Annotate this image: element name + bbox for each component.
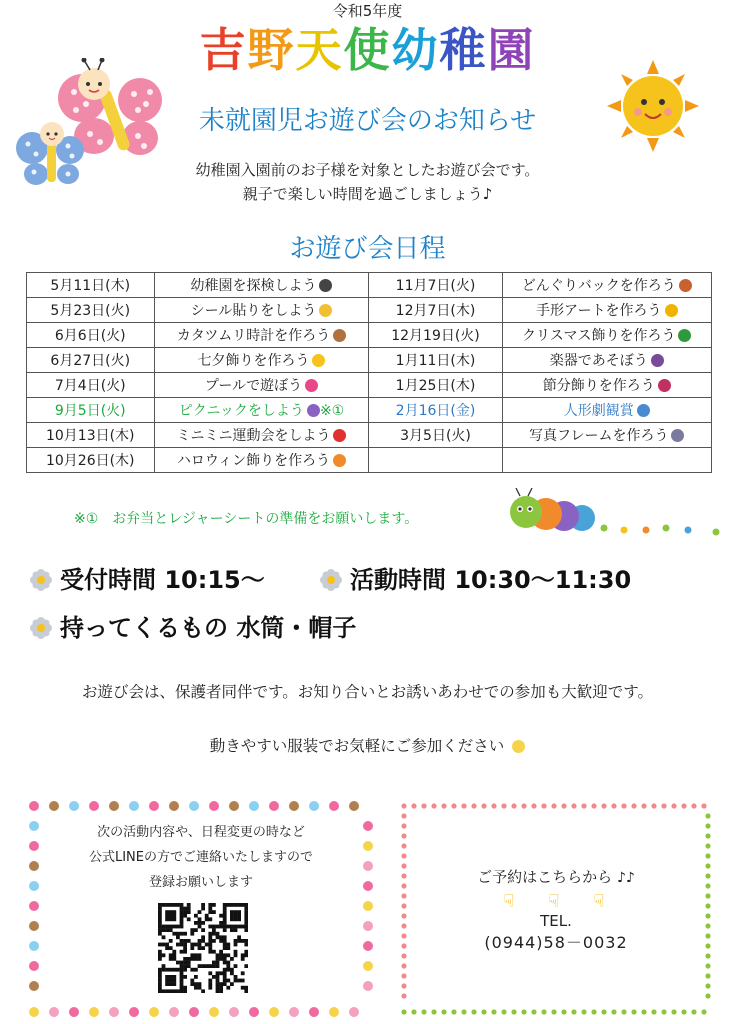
event-subtitle: 未就園児お遊び会のお知らせ xyxy=(198,106,537,136)
border-ornament xyxy=(705,833,710,838)
intro-text xyxy=(0,158,735,206)
border-ornament xyxy=(705,983,710,988)
border-ornament xyxy=(401,973,406,978)
title-char: 園 xyxy=(487,23,536,77)
tree-icon xyxy=(678,329,691,342)
activity-text: シール貼りをしよう xyxy=(190,303,317,319)
schedule-date xyxy=(369,298,502,323)
border-ornament xyxy=(401,953,406,958)
border-ornament xyxy=(621,803,626,808)
border-ornament xyxy=(571,803,576,808)
border-ornament xyxy=(189,801,199,811)
border-ornament xyxy=(705,843,710,848)
border-ornament xyxy=(551,803,556,808)
date-text: 3月5日(火) xyxy=(400,428,471,444)
border-ornament xyxy=(209,801,219,811)
guardian-message: お遊び会は、保護者同伴です。お知り合いとお誘いあわせでの参加も大歓迎です。 xyxy=(81,683,654,701)
line-box-line-3: 登録お願いします xyxy=(148,875,253,890)
border-ornament xyxy=(129,801,139,811)
border-ornament xyxy=(521,1009,526,1014)
border-ornament xyxy=(441,803,446,808)
border-ornament xyxy=(329,801,339,811)
border-ornament xyxy=(491,803,496,808)
border-ornament xyxy=(511,1009,516,1014)
border-ornament xyxy=(401,843,406,848)
schedule-date xyxy=(369,398,502,423)
date-text: 7月4日(火) xyxy=(54,378,126,394)
activity-text: クリスマス飾りを作ろう xyxy=(522,328,676,344)
border-ornament xyxy=(705,953,710,958)
schedule-activity xyxy=(502,348,711,373)
flower-icon xyxy=(30,569,52,591)
contact-box-text xyxy=(396,866,716,953)
schedule-activity xyxy=(154,448,369,473)
border-ornament xyxy=(591,803,596,808)
line-box-line-1: 次の活動内容や、日程変更の時など xyxy=(97,825,305,840)
title-char: 吉 xyxy=(199,23,248,77)
note-icon xyxy=(319,304,332,317)
border-ornament xyxy=(481,1009,486,1014)
activity-time xyxy=(320,560,631,595)
border-ornament xyxy=(531,803,536,808)
border-ornament xyxy=(401,813,406,818)
border-ornament xyxy=(705,963,710,968)
schedule-row xyxy=(27,373,712,398)
border-ornament xyxy=(631,803,636,808)
border-ornament xyxy=(471,1009,476,1014)
piano-icon xyxy=(651,354,664,367)
schedule-activity xyxy=(502,298,711,323)
schedule-date xyxy=(369,423,502,448)
schedule-date xyxy=(369,448,502,473)
title-char: 野 xyxy=(247,23,296,77)
date-text: 6月27日(火) xyxy=(50,353,131,369)
border-ornament xyxy=(411,1009,416,1014)
star-icon xyxy=(312,354,325,367)
schedule-table xyxy=(26,272,712,473)
schedule-activity xyxy=(154,348,369,373)
border-ornament xyxy=(651,803,656,808)
border-ornament xyxy=(401,803,406,808)
border-ornament xyxy=(309,801,319,811)
activity-text: 写真フレームを作ろう xyxy=(529,428,669,444)
border-ornament xyxy=(29,941,39,951)
border-ornament xyxy=(363,961,373,971)
schedule-row xyxy=(27,448,712,473)
border-ornament xyxy=(29,961,39,971)
bear-icon xyxy=(637,404,650,417)
border-ornament xyxy=(471,803,476,808)
activity-text: 手形アートを作ろう xyxy=(535,303,662,319)
border-ornament xyxy=(581,803,586,808)
date-text: 5月11日(木) xyxy=(50,278,131,294)
border-ornament xyxy=(363,981,373,991)
schedule-date xyxy=(27,273,155,298)
date-text: 12月7日(木) xyxy=(395,303,476,319)
schedule-activity xyxy=(502,273,711,298)
border-ornament xyxy=(521,803,526,808)
border-ornament xyxy=(169,801,179,811)
border-ornament xyxy=(229,801,239,811)
border-ornament xyxy=(309,1007,319,1017)
border-ornament xyxy=(49,1007,59,1017)
border-ornament xyxy=(209,1007,219,1017)
tel-number[interactable]: (0944)58－0032 xyxy=(484,933,628,952)
activity-text: どんぐりバックを作ろう xyxy=(521,278,676,294)
things-to-bring xyxy=(30,608,356,643)
border-ornament xyxy=(49,801,59,811)
border-ornament xyxy=(705,973,710,978)
schedule-date xyxy=(369,373,502,398)
activity-text: 人形劇観賞 xyxy=(563,403,634,419)
border-ornament xyxy=(349,801,359,811)
border-ornament xyxy=(691,1009,696,1014)
picnic-note: ※① お弁当とレジャーシートの準備をお願いします。 xyxy=(74,511,419,527)
border-ornament xyxy=(491,1009,496,1014)
border-ornament xyxy=(705,993,710,998)
era-label: 令和5年度 xyxy=(332,2,403,20)
schedule-row xyxy=(27,273,712,298)
border-ornament xyxy=(29,801,39,811)
border-ornament xyxy=(461,1009,466,1014)
schedule-activity xyxy=(502,373,711,398)
border-ornament xyxy=(681,1009,686,1014)
border-ornament xyxy=(581,1009,586,1014)
border-ornament xyxy=(571,1009,576,1014)
activity-text: ハロウィン飾りを作ろう xyxy=(176,453,331,469)
reserve-text: ご予約はこちらから xyxy=(477,868,613,886)
activity-text: カタツムリ時計を作ろう xyxy=(176,328,331,344)
schedule-activity xyxy=(502,423,711,448)
border-ornament xyxy=(401,823,406,828)
schedule-date xyxy=(27,448,155,473)
reception-time-text: 受付時間 10:15～ xyxy=(60,566,265,594)
border-ornament xyxy=(501,803,506,808)
border-ornament xyxy=(421,1009,426,1014)
border-ornament xyxy=(129,1007,139,1017)
snail-icon xyxy=(333,329,346,342)
border-ornament xyxy=(29,901,39,911)
border-ornament xyxy=(561,803,566,808)
border-ornament xyxy=(501,1009,506,1014)
schedule-activity xyxy=(154,423,369,448)
pumpkin-icon xyxy=(333,454,346,467)
schedule-activity xyxy=(502,323,711,348)
tel-label: TEL. xyxy=(540,912,572,930)
title-char: 使 xyxy=(343,23,392,77)
date-text: 2月16日(金) xyxy=(395,403,476,419)
border-ornament xyxy=(631,1009,636,1014)
border-ornament xyxy=(671,1009,676,1014)
border-ornament xyxy=(89,1007,99,1017)
date-text: 10月13日(木) xyxy=(45,428,135,444)
border-ornament xyxy=(671,803,676,808)
schedule-activity xyxy=(154,273,369,298)
schedule-date xyxy=(369,273,502,298)
border-ornament xyxy=(289,1007,299,1017)
thumbs-up-icon xyxy=(665,304,678,317)
border-ornament xyxy=(705,853,710,858)
border-ornament xyxy=(149,801,159,811)
border-ornament xyxy=(561,1009,566,1014)
eyes-icon xyxy=(319,279,332,292)
border-ornament xyxy=(441,1009,446,1014)
schedule-activity xyxy=(154,398,369,423)
pointing-hands-icons: ☟☟☟ xyxy=(503,891,639,912)
date-text: 6月6日(火) xyxy=(54,328,126,344)
line-box-line-2: 公式LINEの方でご連絡いたしますので xyxy=(88,850,313,865)
date-text: 9月5日(火) xyxy=(54,403,126,419)
schedule-date xyxy=(369,323,502,348)
border-ornament xyxy=(661,1009,666,1014)
border-ornament xyxy=(451,1009,456,1014)
schedule-activity xyxy=(154,323,369,348)
clothing-message-text: 動きやすい服装でお気軽にご参加ください xyxy=(209,737,505,755)
border-ornament xyxy=(601,803,606,808)
border-ornament xyxy=(363,901,373,911)
chick-icon xyxy=(512,740,525,753)
border-ornament xyxy=(691,803,696,808)
title-char: 天 xyxy=(295,23,344,77)
border-ornament xyxy=(269,1007,279,1017)
border-ornament xyxy=(601,1009,606,1014)
activity-text: プールで遊ぼう xyxy=(204,378,303,394)
border-ornament xyxy=(169,1007,179,1017)
border-ornament xyxy=(541,1009,546,1014)
border-ornament xyxy=(401,993,406,998)
border-ornament xyxy=(681,803,686,808)
reserve-line xyxy=(396,866,716,887)
border-ornament xyxy=(461,803,466,808)
border-ornament xyxy=(591,1009,596,1014)
schedule-row xyxy=(27,423,712,448)
border-ornament xyxy=(249,1007,259,1017)
border-ornament xyxy=(401,1009,406,1014)
border-ornament xyxy=(29,981,39,991)
title-char: 幼 xyxy=(391,23,440,77)
caterpillar-icon xyxy=(506,488,726,540)
flag-icon xyxy=(333,429,346,442)
music-notes-icon: ♪♪ xyxy=(616,870,635,886)
border-ornament xyxy=(481,803,486,808)
border-ornament xyxy=(651,1009,656,1014)
border-ornament xyxy=(551,1009,556,1014)
border-ornament xyxy=(401,833,406,838)
border-ornament xyxy=(249,801,259,811)
line-qr-code[interactable] xyxy=(158,903,248,993)
border-ornament xyxy=(431,1009,436,1014)
oni-icon xyxy=(658,379,671,392)
note-marker: ※① xyxy=(319,403,345,419)
schedule-row xyxy=(27,348,712,373)
schedule-date xyxy=(27,423,155,448)
title-char: 稚 xyxy=(439,23,488,77)
date-text: 10月26日(木) xyxy=(45,453,135,469)
border-ornament xyxy=(661,803,666,808)
schedule-activity xyxy=(154,298,369,323)
border-ornament xyxy=(149,1007,159,1017)
border-ornament xyxy=(641,803,646,808)
border-ornament xyxy=(401,983,406,988)
border-ornament xyxy=(641,1009,646,1014)
schedule-date xyxy=(27,323,155,348)
border-ornament xyxy=(511,803,516,808)
border-ornament xyxy=(701,803,706,808)
schedule-title: お遊び会日程 xyxy=(289,234,446,264)
date-text: 1月25日(木) xyxy=(395,378,476,394)
border-ornament xyxy=(705,823,710,828)
border-ornament xyxy=(189,1007,199,1017)
border-ornament xyxy=(401,853,406,858)
border-ornament xyxy=(29,1007,39,1017)
border-ornament xyxy=(269,801,279,811)
date-text: 12月19日(火) xyxy=(391,328,480,344)
reception-time xyxy=(30,560,265,595)
border-ornament xyxy=(69,801,79,811)
activity-text: 幼稚園を探検しよう xyxy=(190,278,317,294)
border-ornament xyxy=(401,963,406,968)
border-ornament xyxy=(431,803,436,808)
schedule-row xyxy=(27,298,712,323)
activity-text: ピクニックをしよう xyxy=(178,403,304,419)
activity-text: ミニミニ運動会をしよう xyxy=(176,428,331,444)
lunchbox-icon xyxy=(307,404,320,417)
schedule-row xyxy=(27,323,712,348)
border-ornament xyxy=(69,1007,79,1017)
border-ornament xyxy=(611,803,616,808)
intro-line-2: 親子で楽しい時間を過ごしましょう♪ xyxy=(242,185,493,203)
date-text: 5月23日(火) xyxy=(50,303,131,319)
border-ornament xyxy=(363,941,373,951)
swimsuit-icon xyxy=(305,379,318,392)
schedule-date xyxy=(27,398,155,423)
schedule-date xyxy=(27,298,155,323)
border-ornament xyxy=(531,1009,536,1014)
activity-text: 節分飾りを作ろう xyxy=(542,378,655,394)
activity-text: 七夕飾りを作ろう xyxy=(197,353,310,369)
schedule-date xyxy=(27,373,155,398)
schedule-date xyxy=(369,348,502,373)
schedule-row xyxy=(27,398,712,423)
intro-line-1: 幼稚園入園前のお子様を対象としたお遊び会です。 xyxy=(195,161,540,179)
clothing-message xyxy=(0,734,735,756)
border-ornament xyxy=(451,803,456,808)
border-ornament xyxy=(289,801,299,811)
border-ornament xyxy=(421,803,426,808)
schedule-date xyxy=(27,348,155,373)
border-ornament xyxy=(29,921,39,931)
flower-icon xyxy=(30,617,52,639)
bag-icon xyxy=(679,279,692,292)
border-ornament xyxy=(349,1007,359,1017)
schedule-activity xyxy=(502,448,711,473)
camera-icon xyxy=(671,429,684,442)
schedule-activity xyxy=(154,373,369,398)
border-ornament xyxy=(109,1007,119,1017)
border-ornament xyxy=(411,803,416,808)
schedule-activity xyxy=(502,398,711,423)
border-ornament xyxy=(109,801,119,811)
flower-icon xyxy=(320,569,342,591)
line-box-text xyxy=(26,820,376,895)
date-text: 11月7日(火) xyxy=(395,278,476,294)
border-ornament xyxy=(329,1007,339,1017)
border-ornament xyxy=(229,1007,239,1017)
border-ornament xyxy=(701,1009,706,1014)
date-text: 1月11日(木) xyxy=(395,353,476,369)
border-ornament xyxy=(89,801,99,811)
border-ornament xyxy=(611,1009,616,1014)
border-ornament xyxy=(621,1009,626,1014)
border-ornament xyxy=(363,921,373,931)
border-ornament xyxy=(541,803,546,808)
things-to-bring-text: 持ってくるもの 水筒・帽子 xyxy=(60,614,357,642)
activity-time-text: 活動時間 10:30～11:30 xyxy=(350,566,632,594)
border-ornament xyxy=(705,813,710,818)
activity-text: 楽器であそぼう xyxy=(549,353,648,369)
